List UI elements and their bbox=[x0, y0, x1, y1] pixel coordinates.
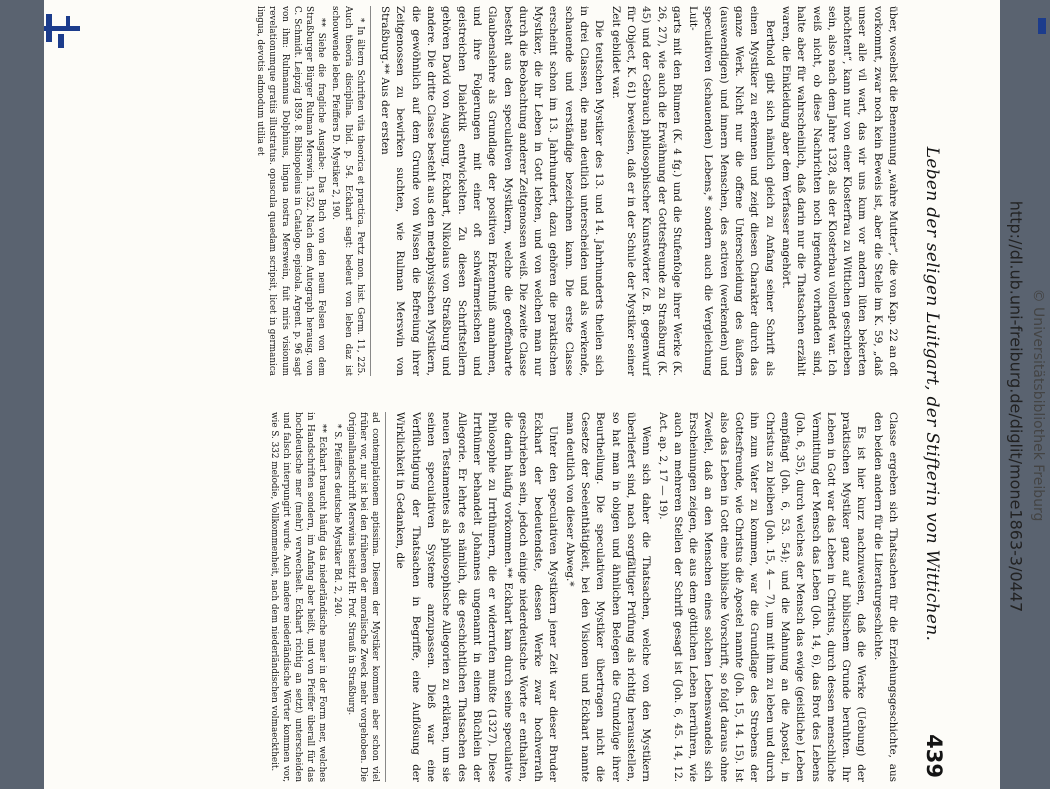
footnote: * S. Pfeiffers deutsche Mystiker Bd. 2, 240. bbox=[331, 424, 342, 617]
left-column bbox=[100, 6, 900, 376]
footnote: ad contemplationem aptissima. Diesem der Mystiker kommen aber schon viel früher vor, nur ist bei den früheren der moralische Zweck mehr vorgehoben. Die Originalhandschrift Merswins besitzt Hr. Prof. Strauß in Straßburg. bbox=[345, 412, 381, 782]
source-url-link[interactable]: http://dl.ub.uni-freiburg.de/diglit/mone1863-3/0447 bbox=[1006, 200, 1026, 613]
scanned-page bbox=[44, 0, 1000, 789]
page-header bbox=[908, 6, 948, 782]
paragraph: garts mit den Blumen (K. 4 fg.) und die Stufenfolge ihrer Werke (K. 26, 27), wie auch die Erwähnung der Gottesfreunde zu Straßburg (K. 45) und der Gebrauch philosophischer Kunstwörter (z. B. gegenwurf für Object, K. 61) beweisen, daß er in der Schule der Mystiker seiner Zeit gebildet war. bbox=[609, 6, 683, 376]
paragraph: Es ist hier kurz nachzuweisen, daß die Werke (Uebung) der praktischen Mystiker ganz auf biblischem Grunde beruhten. Ihr Leben in Gott war das Leben in Christus, durch dessen menschliche Vermittlung der Mensch das Leben (Joh. 14, 6), das Brot des Lebens (Joh. 6, 35), durch welches der Mensch das ewige (geistliche) Leben empfängt (Joh. 6, 53. 54); und die Mahnung an die Apostel, in Christus zu bleiben (Joh. 15, 4 — 7), um mit ihm zu leben und durch ihn zum Vater zu kommen, war die Grundlage des Strebens der Gottesfreunde, wie Christus die Apostel nannte (Joh. 15, 14. 15). Ist also das Leben in Gott eine biblische Vorschrift, so folgt daraus ohne Zweifel, daß an den Menschen eines solchen Lebenswandels sich Erscheinungen zeigen, die aus dem göttlichen Leben herrühren, wie auch an mehreren Stellen der Schrift gesagt ist (Joh. 6, 45. 14, 12. Act. ap. 2, 17 — 19). bbox=[656, 412, 868, 782]
paragraph: Berthold gibt sich nämlich gleich zu Anfang seiner Schrift als einen Mystiker zu erkennen und zeigt diesen Charakter durch das ganze Werk. Nicht nur die offene Unterscheidung des äußern (auswendigen) und innern Menschen, des activen (werkenden) und speculativen (schauenden) Lebens,* sondern auch die Vergleichung Luit- bbox=[687, 6, 776, 376]
source-sidebar bbox=[1004, 6, 1050, 789]
copyright-notice: © Universitätsbibliothek Freiburg bbox=[1030, 288, 1046, 522]
footnotes bbox=[267, 412, 386, 782]
footnote: ** Eckhart braucht häufig das niederländische maer in der Form mer, welches in Handschriften sondern, im Anfang aber heißt, und von Pfeiffer überall für das hochdeutsche mer (mehr) verwechselt. Eckhart richtig an setzt) unterscheiden und falsch interpungirt wurde. Auch andere niederländische Wörter kommen vor, wie S. 332 melodie, Vollkommenheit, nach dem niederländischen volmaecktheit. bbox=[268, 412, 328, 782]
paragraph: Die teutschen Mystiker des 13. und 14. Jahrhunderts theilen sich in drei Classen, die man deutlich unterscheiden und als werkende, schauende und verständige bezeichnen kann. Die erste Classe erscheint schon im 13. Jahrhundert, dazu gehören die praktischen Mystiker, die ihr Leben in Gott lebten, und von welchen man nur durch die Beobachtung anderer Zeitgenossen weiß. Die zweite Classe besteht aus den speculativen Mystikern, welche die geoffenbarte Glaubenslehre als Grundlage der positiven Erkenntniß annahmen, und ihre Folgerungen mit einer oft schwärmerischen und geistreichen Dialektik entwickelten. Zu diesen Schriftstellern gehören David von Augsburg, Eckhart, Nikolaus von Straßburg und andere. Die dritte Classe besteht aus den metaphysischen Mystikern, die gewöhnlich auf dem Grunde von Wissen die Befreiung ihrer Zeitgenossen zu bewirken suchten, wie Rulman Merswin von Straßburg.** Aus der ersten bbox=[379, 6, 606, 376]
footnote: * In ältern Schriften vita theorica et practica. Pertz mon. hist. Germ. 11, 225. Auch theoria disciplina. Ibid. p. 54. Eckhart sagt: bedeut von leben daz ist schouwende leben. Pfeiffers D. Mystiker 2, 190. bbox=[330, 6, 365, 376]
page-number: 439 bbox=[922, 734, 946, 778]
paragraph: über, woselbst die Benennung „wahre Mutter“, die von Kap. 22 an oft vorkommt, zwar noch kein Beweis ist, aber die Stelle im K. 59, „daß unser alle vil wart, das wir uns kum vor andern lüten bekerten möchtent“, kann nur von einer Klosterfrau zu Wittichen geschrieben sein, also nach dem Jahre 1328, als der Klosterbau vollendet war. Ich weiß nicht, ob diese Nachrichten noch irgendwo vorhanden sind, halte aber für wahrscheinlich, daß darin nur die Thatsachen erzählt waren, die Einkleidung aber dem Verfasser angehört. bbox=[779, 6, 899, 376]
paragraph: Wenn sich daher die Thatsachen, welche von den Mystikern überliefert sind, nach sorgfältiger Prüfung als richtig herausstellen, so hat man in obigen und ähnlichen Belegen die Grundzüge ihrer Beurtheilung. Die speculativen Mystiker übertragen nicht die Gesetze der Seelenthätigkeit, bei den Visionen und Eckhart nannte man deutlich von dieser Abweg.* bbox=[563, 412, 653, 782]
footnotes bbox=[254, 6, 371, 376]
running-title: Leben der seligen Luitgart, der Stifterin von Wittichen. bbox=[922, 146, 942, 642]
paragraph: Unter den speculativen Mystikern jener Zeit war dieser Bruder Eckhart der bedeutendste, dessen Werke zwar hochverrath geschrieben sein, jedoch einige niederdeutsche Worte er enthalten, die darin häufig vorkommen.** Eckhart kam durch seine speculative Philosophie zu Irrthümern, die er widerrufen mußte (1327). Diese Irrthümer behandelt Johannes ungenannt in einem Büchlein der Allegorie. Er lehrte es nämlich, die geschichtlichen Thatsachen des neuen Testamentes als philosophische Allegorien zu erklären, um sie seinen speculativen Systeme anzupassen. Dieß war eine Verflüchtigung der Thatsachen in Begriffe, eine Auflösung der Wirklichkeit in Gedanken, die bbox=[394, 412, 560, 782]
right-column bbox=[100, 412, 900, 782]
footnote: ** Siehe die fragliche Ausgabe: Das Buch von den neun Felsen von dem Straßburger Bürger Rulman Merswin. 1352. Nach dem Autograph herausg. von C. Schmidt. Leipzig 1859. 8. Bibliopoleius in Catalogo. epistola. Argent. p. 96 sagt von ihm: Rulmannus Dolphinus, lingua nostra Merswein, fuit miris visionum revelationumque gratiis illustratus. opuscula quaedam scripsit, licet in germanica lingua, devotis admodum utilia et bbox=[255, 6, 327, 376]
rotated-text-block bbox=[74, 6, 970, 782]
paragraph: Classe ergeben sich Thatsachen für die Erziehungsgeschichte, aus den beiden andern für die Literaturgeschichte. bbox=[871, 412, 899, 782]
